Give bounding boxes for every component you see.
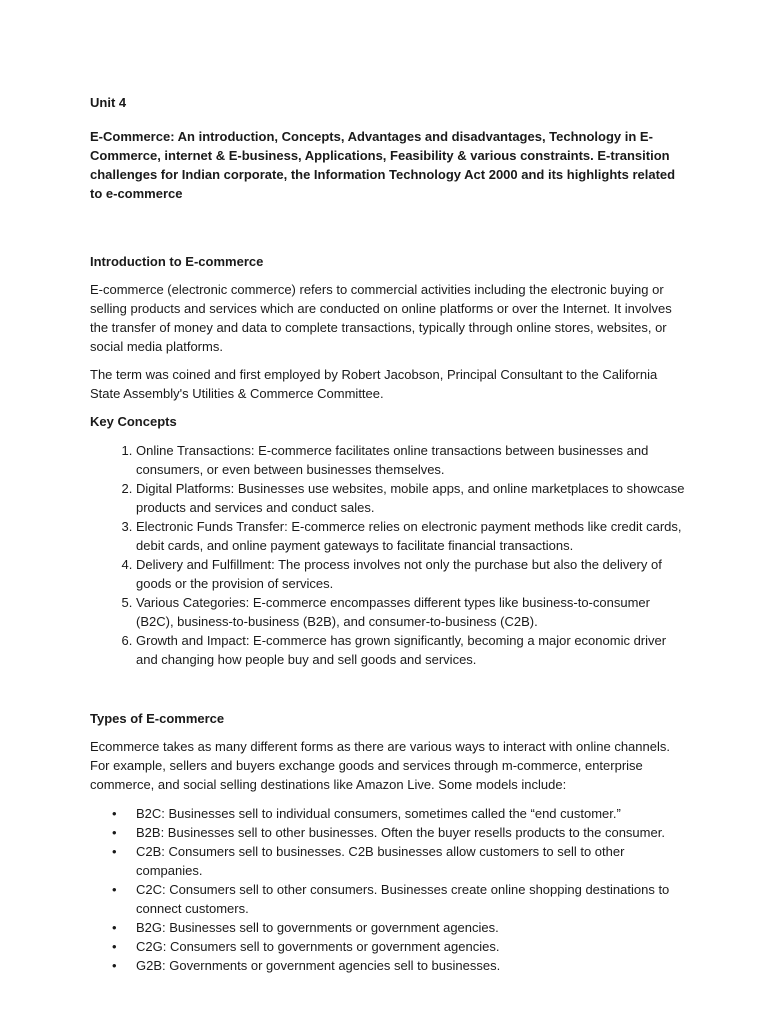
types-paragraph: Ecommerce takes as many different forms as there are various ways to interact with online channels. For example, sellers and buyers exchange goods and services through m-commerce, enterprise commerce, and social selling destinations like Amazon Live. Some models include:: [90, 739, 670, 792]
types-heading: Types of E-commerce: [90, 711, 225, 726]
model-item: [112, 918, 688, 937]
unit-label: Unit 4: [90, 95, 127, 110]
model-text: C2C: Consumers sell to other consumers. Businesses create online shopping destinations to connect customers.: [136, 882, 670, 916]
document-title: E-Commerce: An introduction, Concepts, Advantages and disadvantages, Technology in E-Commerce, internet & E-business, Applications, Feasibility & various constraints. E-transition challenges for Indian corporate, the Information Technology Act 2000 and its highlights related to e-commerce: [90, 129, 676, 201]
key-concepts-heading: Key Concepts: [90, 414, 177, 429]
key-concept-item: 6. Growth and Impact: E-commerce has grown significantly, becoming a major economic driver and changing how people buy and sell goods and services.: [136, 631, 688, 669]
models-list: [90, 804, 688, 975]
bullet-icon: •: [112, 920, 117, 935]
bullet-icon: •: [112, 939, 117, 954]
key-concept-item: 5. Various Categories: E-commerce encompasses different types like business-to-consumer (B2C), business-to-business (B2B), and consumer-to-business (C2B).: [136, 593, 688, 631]
model-text: C2G: Consumers sell to governments or government agencies.: [136, 939, 500, 954]
model-text: C2B: Consumers sell to businesses. C2B businesses allow customers to sell to other companies.: [136, 844, 625, 878]
key-concept-item: 3. Electronic Funds Transfer: E-commerce relies on electronic payment methods like credit cards, debit cards, and online payment gateways to facilitate financial transactions.: [136, 517, 688, 555]
key-concept-item: 1. Online Transactions: E-commerce facilitates online transactions between businesses and consumers, or even between businesses themselves.: [136, 441, 688, 479]
model-text: G2B: Governments or government agencies sell to businesses.: [136, 958, 501, 973]
model-item: [112, 842, 688, 880]
model-text: B2G: Businesses sell to governments or government agencies.: [136, 920, 499, 935]
key-concept-item: 4. Delivery and Fulfillment: The process involves not only the purchase but also the delivery of goods or the provision of services.: [136, 555, 688, 593]
model-item: [112, 956, 688, 975]
bullet-icon: •: [112, 844, 117, 859]
model-text: B2B: Businesses sell to other businesses. Often the buyer resells products to the consumer.: [136, 825, 665, 840]
model-item: [112, 823, 688, 842]
model-text: B2C: Businesses sell to individual consumers, sometimes called the “end customer.”: [136, 806, 621, 821]
model-item: [112, 880, 688, 918]
key-concepts-list: [90, 441, 688, 669]
bullet-icon: •: [112, 825, 117, 840]
intro-paragraph-coined: The term was coined and first employed by Robert Jacobson, Principal Consultant to the California State Assembly's Utilities & Commerce Committee.: [90, 367, 658, 401]
key-concept-item: 2. Digital Platforms: Businesses use websites, mobile apps, and online marketplaces to showcase products and services and conduct sales.: [136, 479, 688, 517]
bullet-icon: •: [112, 882, 117, 897]
bullet-icon: •: [112, 958, 117, 973]
intro-heading: Introduction to E-commerce: [90, 254, 264, 269]
bullet-icon: •: [112, 806, 117, 821]
intro-paragraph: E-commerce (electronic commerce) refers to commercial activities including the electronic buying or selling products and services which are conducted on online platforms or over the Internet. It involves the transfer of money and data to complete transactions, typically through online stores, websites, or social media platforms.: [90, 282, 672, 354]
model-item: [112, 804, 688, 823]
model-item: [112, 937, 688, 956]
